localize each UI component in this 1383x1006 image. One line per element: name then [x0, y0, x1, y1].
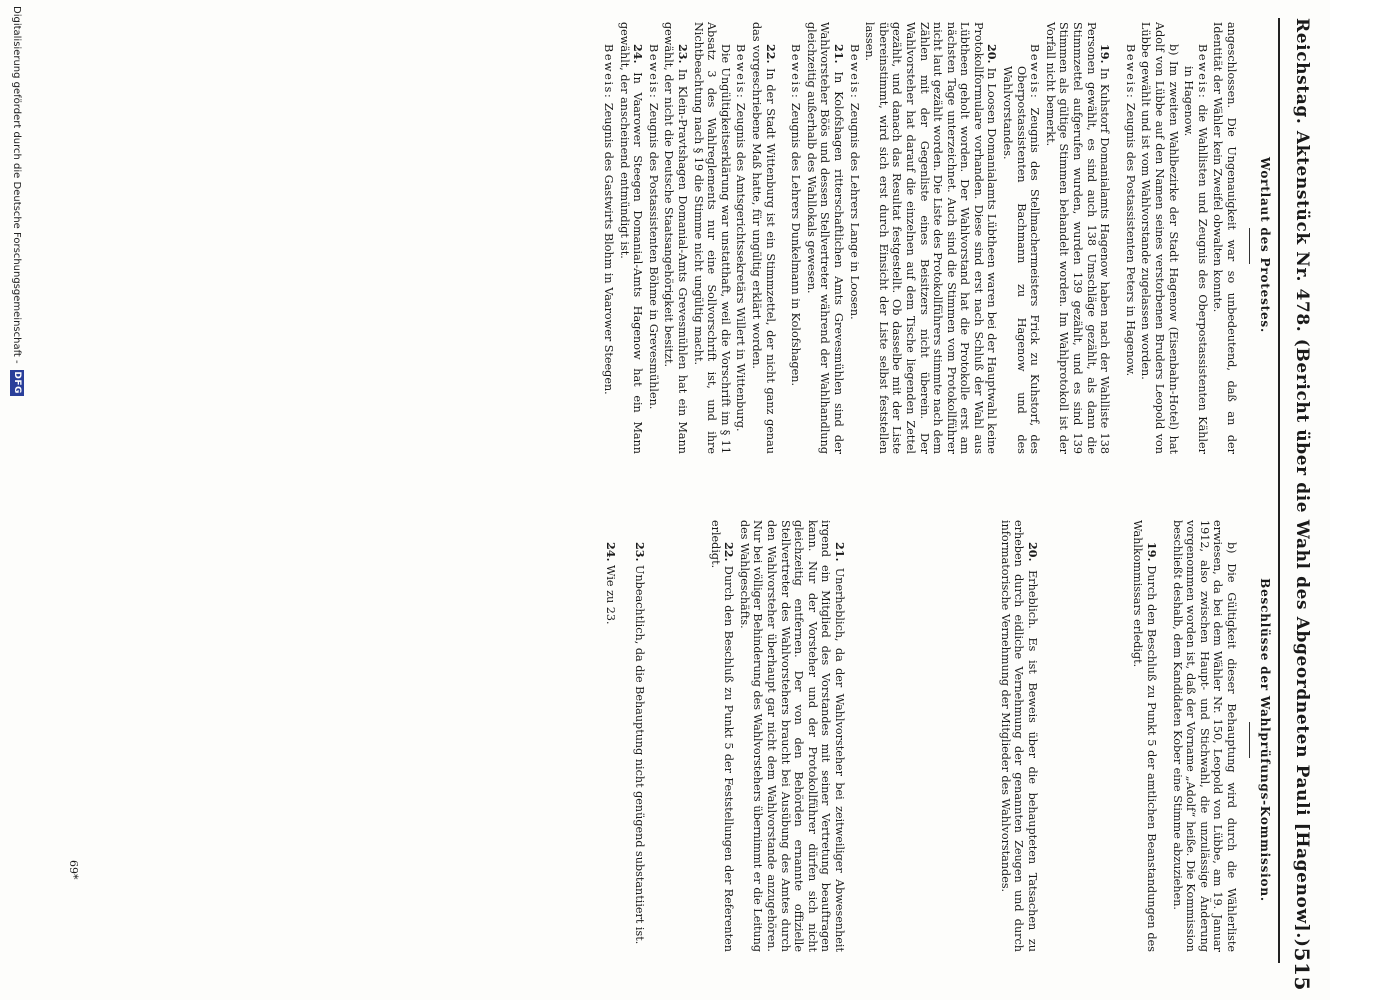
- protest-item-24: [617, 22, 644, 454]
- item-text: Unbeachtlich, da die Behauptung nicht genügend substantiiert ist.: [633, 565, 647, 945]
- item-text: In Loosen Domanialamts Lübtheen waren bei der Hauptwahl keine Protokollformulare vorhanden. Diese sind erst nach Schluß der Wahl aus Lübtheen geholt worden. Der Wahlvorstand hat die Protokolle erst am nächsten Tage unterzeichnet. Auch sind die Stimmen vom Protokollführer nicht laut gezählt worden. Die Liste des Protokollführers stimmte nach dem Zählen mit der Gegenliste eines Beisitzers nicht überein. Der Wahlvorsteher hat darauf die einzelnen auf dem Tische liegenden Zettel gezählt, und danach das Resultat festgestellt. Ob dasselbe mit der Liste übereinstimmt, wird sich erst durch Einsicht der Liste selbst feststellen lassen.: [863, 22, 999, 454]
- item-text: Unerheblich, da der Wahlvorsteher bei zeitweiliger Abwesenheit irgend ein Mitglied des Vorstandes mit seiner Vertretung beauftragen kann. Nur der Vorsteher und der Protokollführer dürfen sich nicht gleichzeitig entfernen. Der von den Behörden ernannte offizielle Stellvertreter des Wahlvorstehers braucht bei Ausübung des Amtes durch den Wahlvorsteher überhaupt gar nicht dem Wahlvorstande anzugehören. Nur bei völliger Behinderung des Wahlvorstehers übernimmt er die Leitung des Wahlgeschäfts.: [737, 520, 847, 952]
- protest-item-22: [749, 22, 776, 454]
- left-column-heading: Wortlaut des Protestes.: [1258, 157, 1272, 333]
- signature-mark: 69*: [67, 860, 80, 880]
- decision-item-21: [737, 520, 846, 952]
- protest-column: [599, 22, 1238, 454]
- proof-text: Zeugnis des Postassistenten Böhme in Grevesmühlen.: [646, 102, 660, 410]
- proof-text: Zeugnis des Postassistenten Peters in Hagenow.: [1123, 102, 1137, 377]
- item-number: 24.: [631, 44, 646, 64]
- item-number: 19.: [1098, 44, 1113, 64]
- proof-text: Zeugnis des Stellmachermeisters Frick zu Kuhstorf, des Oberpostassistenten Bachmann zu Hagenow und des Wahlvorstandes.: [1001, 66, 1042, 454]
- item-number: 22.: [722, 542, 737, 562]
- paragraph: Die Ungültigkeitserklärung war unstatthaft, weil die Vorschrift im § 11 Absatz 3 des Wahlreglements nur eine Sollvorschrift ist, und ihre Nichtbeachtung nach § 19 die Stimme nicht ungültig macht.: [691, 22, 732, 454]
- decision-item-20: [998, 520, 1039, 952]
- digitization-footer: [0, 0, 34, 1006]
- decision-item-22: [708, 520, 735, 952]
- item-text: Durch den Beschluß zu Punkt 5 der Feststellungen der Referenten erledigt.: [708, 520, 736, 952]
- item-number: 24.: [603, 542, 618, 562]
- item-text: Erheblich. Es ist Beweis über die behaupteten Tatsachen zu erheben durch eidliche Vernehmung der genannten Zeugen und durch informatorische Vernehmung der Mitglieder des Wahlvorstandes.: [998, 520, 1039, 952]
- proof-label: Beweis:: [734, 44, 748, 100]
- proof-label: Beweis:: [1123, 44, 1137, 100]
- protest-item-21: [804, 22, 845, 454]
- footer-text: Digitalisierung gefördert durch die Deutsche Forschungsgemeinschaft -: [11, 6, 23, 364]
- proof-line: [1123, 22, 1137, 454]
- proof-line: [789, 22, 803, 454]
- decision-item-19: [1131, 520, 1158, 952]
- proof-label: Beweis:: [1028, 44, 1042, 100]
- header-title: Reichstag. Aktenstück Nr. 478. (Bericht über die Wahl des Abgeordneten Pauli [Hagenow].): [1292, 18, 1312, 948]
- proof-line: [1001, 22, 1042, 454]
- item-number: 22.: [763, 44, 778, 64]
- protest-item-19: [1043, 22, 1111, 454]
- item-number: 19.: [1145, 542, 1160, 562]
- proof-line: [646, 22, 660, 454]
- item-text: In Kuhstorf Domanialamts Hagenow haben nach der Wahlliste 138 Personen gewählt, es sind auch 138 Umschläge gezählt, als dann die Stimmzettel aufgerufen wurden, wurden 139 gezählt, und es sind 139 Stimmen als gültige Stimmen behandelt worden. Im Wahlprotokoll ist der Vorfall nicht bemerkt.: [1043, 22, 1112, 455]
- proof-text: die Wahllisten und Zeugnis des Oberpostassistenten Kähler in Hagenow.: [1182, 66, 1209, 454]
- item-number: 20.: [985, 44, 1000, 64]
- paragraph: b) Die Gültigkeit dieser Behauptung wird durch die Wählerliste erwiesen, da bei dem Wähler Nr. 150, Leopold von Lübbe, am 19. Januar 1912, also zwischen Haupt- und Stichwahl, die unzulässige Änderung vorgenommen worden ist, daß der Vorname „Adolf“ heiße. Die Kommission beschließt deshalb, dem Kandidaten Kober eine Stimme abzuziehen.: [1170, 520, 1238, 952]
- protest-item-20: [863, 22, 999, 454]
- proof-label: Beweis:: [789, 44, 803, 100]
- item-number: 23.: [633, 542, 648, 562]
- decisions-column: [601, 520, 1238, 952]
- item-number: 21.: [833, 542, 848, 562]
- dfg-logo-icon: DFG: [12, 371, 22, 394]
- page-header: [1282, 18, 1322, 992]
- proof-line: [847, 22, 861, 454]
- item-number: 20.: [1025, 542, 1040, 562]
- proof-label: Beweis:: [602, 44, 616, 100]
- item-text: In Kolofshagen ritterschaftlichen Amts Grevesmühlen sind der Wahlvorsteher Böös und dessen Stellvertreter während der Wahlhandlung gleichzeitig außerhalb des Wahllokals gewesen.: [804, 22, 845, 455]
- proof-text: Zeugnis des Amtsgerichtssekretärs Willert in Wittenburg.: [734, 102, 748, 432]
- page-number: 515: [1290, 947, 1314, 992]
- item-number: 23.: [676, 44, 691, 64]
- proof-text: Zeugnis des Lehrers Dunkelmann in Kolofshagen.: [789, 102, 803, 387]
- item-text: In Klein-Pravtshagen Domanial-Amts Grevesmühlen hat ein Mann gewählt, der nicht die Deutsche Staatsangehörigkeit besitzt.: [662, 22, 690, 454]
- proof-line: [1182, 22, 1209, 454]
- header-rule: [1278, 18, 1280, 963]
- paragraph: angeschlossen. Die Ungenauigkeit war so unbedeutend, daß an der Identität der Wähler kein Zweifel obwalten konnte.: [1211, 22, 1238, 454]
- item-number: 21.: [831, 44, 846, 64]
- proof-text: Zeugnis des Lehrers Lange in Loosen.: [847, 102, 861, 320]
- item-text: In Vaarower Steegen Domanial-Amts Hagenow hat ein Mann gewählt, der anscheinend entmündigt ist.: [617, 22, 645, 454]
- paragraph: b) Im zweiten Wahlbezirke der Stadt Hagenow (Eisenbahn-Hotel) hat Adolf von Lübbe auf den Namen seines verstorbenen Bruders Leopold von Lübbe gewählt und ist vom Wahlvorstande zugelassen worden.: [1139, 22, 1180, 454]
- left-heading-rule: [1249, 228, 1250, 264]
- proof-line: [601, 22, 615, 454]
- decision-item-24: [603, 520, 617, 952]
- item-text: In der Stadt Wittenburg ist ein Stimmzettel, der nicht ganz genau das vorgeschriebene Maß hatte, für ungültig erklärt worden.: [750, 22, 777, 454]
- proof-line: [734, 22, 748, 454]
- right-heading-rule: [1249, 722, 1250, 758]
- protest-item-23: [662, 22, 689, 454]
- proof-label: Beweis:: [1195, 44, 1209, 100]
- right-column-heading: Beschlüsse der Wahlprüfungs-Kommission.: [1258, 578, 1272, 902]
- proof-text: Zeugnis des Gastwirts Blohm in Vaarower Steegen.: [602, 102, 616, 395]
- proof-label: Beweis:: [646, 44, 660, 100]
- proof-label: Beweis:: [847, 44, 861, 100]
- decision-item-23: [633, 520, 647, 952]
- item-text: Durch den Beschluß zu Punkt 5 der amtlichen Beanstandungen des Wahlkommissars erledigt.: [1131, 520, 1159, 952]
- item-text: Wie zu 23.: [603, 565, 617, 625]
